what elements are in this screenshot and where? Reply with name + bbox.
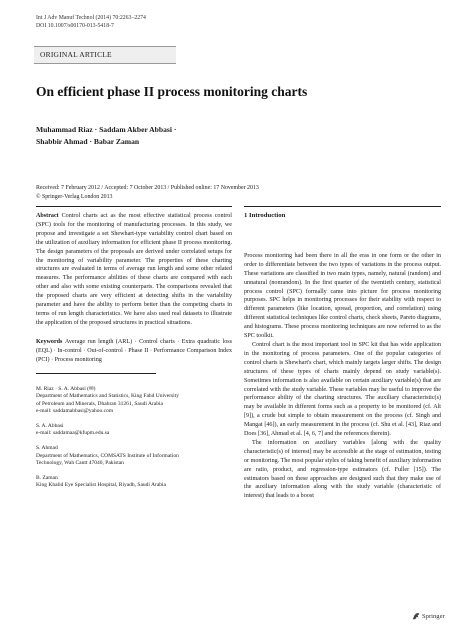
affiliation-block bbox=[36, 445, 232, 468]
affiliation-line: B. Zaman bbox=[36, 474, 58, 481]
affiliations-rule bbox=[36, 373, 156, 374]
journal-header bbox=[36, 14, 146, 30]
affiliation-line: Technology, Wah Cantt 47040, Pakistan bbox=[36, 460, 124, 467]
keywords-label: Keywords bbox=[36, 338, 63, 345]
affiliation-line: S. A. Abbasi bbox=[36, 422, 64, 429]
publisher-logo bbox=[412, 612, 445, 620]
left-column bbox=[36, 212, 232, 497]
section-heading: 1 Introduction bbox=[244, 212, 286, 219]
intro-top-rule bbox=[244, 206, 441, 207]
abstract-top-rule bbox=[36, 206, 232, 207]
affiliations bbox=[36, 386, 232, 491]
affiliation-block bbox=[36, 423, 232, 438]
author-line[interactable]: Shabbir Ahmad · Babar Zaman bbox=[36, 137, 140, 146]
doi: DOI 10.1007/s00170-013-5418-7 bbox=[36, 23, 114, 29]
abstract bbox=[36, 212, 232, 328]
right-column bbox=[244, 212, 441, 501]
affiliation-line: of Petroleum and Minerals, Dhahran 31261, Saudi Arabia bbox=[36, 400, 163, 407]
intro-paragraph: Process monitoring had been there in all the eras in one form or the other in order to differentiate between the two types of variations in the process output. These variations are classified in two main types, namely, natural (random) and unnatural (nonrandom). In the first quarter of the twentieth century, statistical process control (SPC) formally came into picture for process monitoring purposes. SPC helps in monitoring processes for their stability with respect to different parameters (like location, spread, proportion, and correlation) using different statistical techniques like control charts, check sheets, Pareto diagrams, and histograms. These process monitoring techniques are now referred to as the SPC toolkit. bbox=[244, 252, 441, 340]
journal-citation: Int J Adv Manuf Technol (2014) 70:2263–2274 bbox=[36, 15, 146, 21]
history-dates: Received: 7 February 2012 / Accepted: 7 October 2013 / Published online: 17 November 2013 bbox=[36, 185, 259, 191]
intro-paragraph: The information on auxiliary variables [along with the quality characteristic(s) of interest] may be accessible at the stage of estimation, testing or monitoring. The most popular styles of taking benefit of auxiliary information are ratio, product, and regression-type estimators (cf. Fuller [15]). The estimators based on these approaches are designed such that they make use of the auxiliary information along with the study variable (characteristic of interest) that leads to a boost bbox=[244, 439, 441, 500]
publisher-logo-text: Springer bbox=[422, 612, 445, 620]
affiliation-line: Department of Mathematics and Statistics, King Fahd University bbox=[36, 393, 179, 400]
affiliation-line: M. Riaz · S. A. Abbasi (✉) bbox=[36, 385, 96, 392]
copyright-notice: © Springer-Verlag London 2013 bbox=[36, 193, 113, 200]
keywords-text: Average run length (ARL) · Control charts · Extra quadratic loss (EQL) · In-control · Out-of-control · Phase II · Performance Comparison Index (PCI) · Process monitoring bbox=[36, 338, 232, 363]
affiliation-line: Department of Mathematics, COMSATS Institute of Information bbox=[36, 452, 179, 459]
affiliation-line: S. Ahmad bbox=[36, 445, 58, 452]
springer-horse-icon bbox=[412, 612, 420, 620]
author-line[interactable]: Muhammad Riaz · Saddam Akber Abbasi · bbox=[36, 125, 177, 134]
intro-paragraph: Control chart is the most important tool in SPC kit that has wide application in the monitoring of process parameters. One of the popular categories of control charts is Shewhart's chart, which mainly targets larger shifts. The design structures of these types of charts mainly depend on study variable(s). Sometimes information is also available on certain auxiliary variable(s) that are correlated with the study variable. These variables may be useful to improve the performance ability of the charting structures. The auxiliary characteristic(s) may be available in different forms such as a property to be monitored (cf. Alt [9]), a crude but simple to obtain measurement on the process (cf. Singh and Mangat [46]), an early measurement in the process (cf. Shu et al. [43], Riaz and Does [36], Ahmad et al. [4, 6, 7] and the references therein). bbox=[244, 341, 441, 438]
keywords bbox=[36, 338, 232, 365]
article-type-bar bbox=[34, 46, 176, 64]
author-list bbox=[36, 124, 336, 148]
abstract-text: Control charts act as the most effective statistical process control (SPC) tools for the monitoring of manufacturing processes. In this study, we propose and investigate a set Shewhart-type variability control chart based on the utilization of auxiliary information for efficient phase II process monitoring. The design parameters of the proposals are derived under correlated setups for the monitoring of variability parameter. The properties of these charting structures are evaluated in terms of average run length and some other related measures. The performance abilities of these charts are compared with each other and also with some existing counterparts. The comparisons revealed that the proposed charts are very efficient at detecting shifts in the variability parameter and have the ability to perform better than the competing charts in terms of run length characteristics. We have also used real datasets to illustrate the application of the proposed structures in practical situations. bbox=[36, 213, 232, 326]
affiliation-line: King Khalid Eye Specialist Hospital, Riyadh, Saudi Arabia bbox=[36, 482, 166, 489]
paper-title: On efficient phase II process monitoring charts bbox=[36, 84, 308, 99]
affiliation-block bbox=[36, 475, 232, 490]
affiliation-block bbox=[36, 386, 232, 416]
publication-dates bbox=[36, 184, 416, 201]
affiliation-line[interactable]: e-mail: saddamabbasi@yahoo.com bbox=[36, 408, 114, 415]
affiliation-line[interactable]: e-mail: saddamaa@kfupm.edu.sa bbox=[36, 430, 110, 437]
abstract-label: Abstract bbox=[36, 213, 59, 219]
article-type-label: ORIGINAL ARTICLE bbox=[40, 50, 112, 59]
